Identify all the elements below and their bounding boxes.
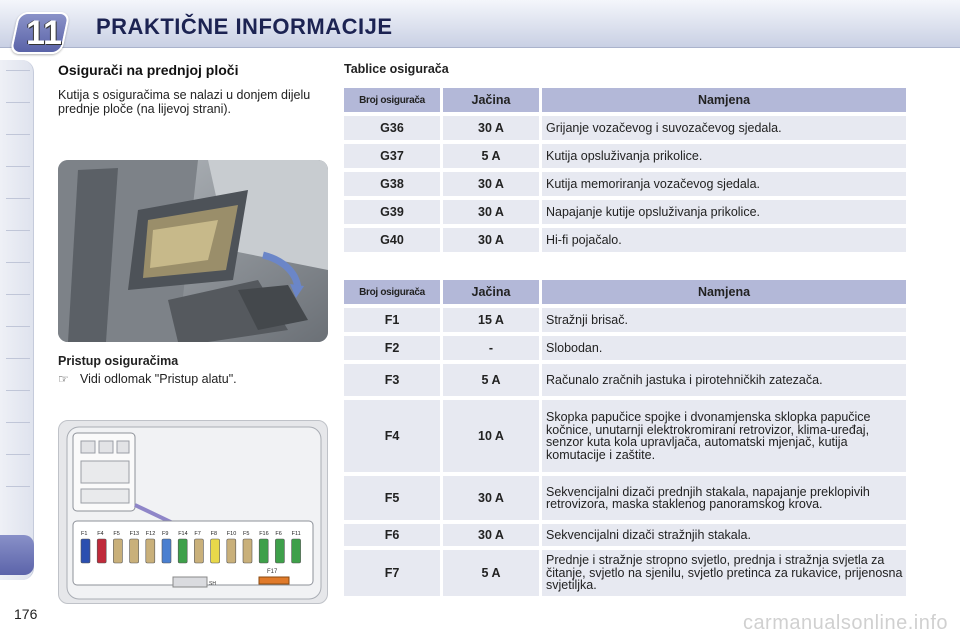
rail-divider xyxy=(6,166,30,167)
table-row xyxy=(344,228,906,252)
rail-divider xyxy=(6,422,30,423)
fuse-label: F8 xyxy=(210,531,218,537)
box-label: SH xyxy=(209,581,216,587)
dashboard-illustration xyxy=(58,160,328,342)
fuse-slot xyxy=(130,539,139,563)
fuse-rating: 5 A xyxy=(443,550,539,596)
fuse-slot xyxy=(275,539,284,563)
fuse-label: F11 xyxy=(291,531,301,537)
fuse-rating: 30 A xyxy=(443,200,539,224)
fuse-purpose: Prednje i stražnje stropno svjetlo, prednja i stražnja svjetla za čitanje, svjetlo na sjenilu, svjetlo pretinca za rukavice, prijenosna svjetiljka. xyxy=(542,550,906,596)
fuse-rating: 30 A xyxy=(443,172,539,196)
table-header-row xyxy=(344,88,906,112)
tables-title: Tablice osigurača xyxy=(344,62,449,76)
access-title: Pristup osiguračima xyxy=(58,354,179,368)
header-rating: Jačina xyxy=(443,280,539,304)
fuse-slot xyxy=(146,539,155,563)
header-fuse: Broj osigurača xyxy=(344,280,440,304)
chapter-tab-rail xyxy=(0,60,34,580)
access-instruction-text: Vidi odlomak "Pristup alatu". xyxy=(80,372,237,386)
table-row xyxy=(344,308,906,332)
header-purpose: Namjena xyxy=(542,88,906,112)
fuse-slot xyxy=(113,539,122,563)
fuse-label: F9 xyxy=(162,531,169,537)
fuse-rating: 30 A xyxy=(443,228,539,252)
table-row xyxy=(344,550,906,596)
fuse-label: F1 xyxy=(81,531,88,537)
fuse-rating: 5 A xyxy=(443,364,539,396)
fuse-rating: 30 A xyxy=(443,524,539,546)
rail-divider xyxy=(6,326,30,327)
header-fuse: Broj osigurača xyxy=(344,88,440,112)
rail-divider xyxy=(6,134,30,135)
fuse-label-f17: F17 xyxy=(267,569,278,575)
fuse-purpose: Računalo zračnih jastuka i pirotehničkih zatezača. xyxy=(542,364,906,396)
fuse-id: F1 xyxy=(344,308,440,332)
fuse-purpose: Stražnji brisač. xyxy=(542,308,906,332)
page-title: PRAKTIČNE INFORMACIJE xyxy=(96,14,393,39)
fuse-id: F2 xyxy=(344,336,440,360)
header-purpose: Namjena xyxy=(542,280,906,304)
fuse-label: F5 xyxy=(113,531,120,537)
fuse-slot xyxy=(162,539,171,563)
fuse-box-diagram xyxy=(58,420,328,604)
section-description: Kutija s osiguračima se nalazi u donjem dijelu prednje ploče (na lijevoj strani). xyxy=(58,88,311,116)
header-rating: Jačina xyxy=(443,88,539,112)
table-header-row xyxy=(344,280,906,304)
fuse-id: G38 xyxy=(344,172,440,196)
fuse-purpose: Slobodan. xyxy=(542,336,906,360)
fuse-slot xyxy=(227,539,236,563)
rail-divider xyxy=(6,230,30,231)
table-row xyxy=(344,116,906,140)
fuse-f17 xyxy=(259,577,289,584)
fuse-slot xyxy=(292,539,301,563)
fuse-label: F5 xyxy=(243,531,250,537)
pointing-hand-icon: ☞ xyxy=(58,372,69,386)
rail-divider xyxy=(6,454,30,455)
watermark: carmanualsonline.info xyxy=(742,612,948,634)
fuse-id: F6 xyxy=(344,524,440,546)
fuse-purpose: Skopka papučice spojke i dvonamjenska sklopka papučice kočnice, unutarnji elektrokromirani retrovizor, klima-uređaj, senzor kuta kola upravljača, automatski mjenjač, kutija komutacije i zaštite. xyxy=(542,400,906,472)
fuse-purpose: Sekvencijalni dizači stražnjih stakala. xyxy=(542,524,906,546)
fuse-purpose: Kutija memoriranja vozačevog sjedala. xyxy=(542,172,906,196)
fuse-purpose: Sekvencijalni dizači prednjih stakala, napajanje preklopivih retrovizora, maska staklenog panoramskog krova. xyxy=(542,476,906,520)
fuse-purpose: Grijanje vozačevog i suvozačevog sjedala. xyxy=(542,116,906,140)
fuse-rating: 5 A xyxy=(443,144,539,168)
rail-divider xyxy=(6,390,30,391)
table-row xyxy=(344,172,906,196)
table-row xyxy=(344,144,906,168)
fuse-box-location-photo xyxy=(58,160,328,342)
section-title: Osigurači na prednjoj ploči xyxy=(58,62,239,78)
fuse-rating: 10 A xyxy=(443,400,539,472)
fuse-id: F5 xyxy=(344,476,440,520)
fuse-label: F10 xyxy=(226,531,237,537)
fuse-slot xyxy=(178,539,187,563)
page-header xyxy=(0,0,960,52)
fuse-purpose: Hi-fi pojačalo. xyxy=(542,228,906,252)
fuse-rating: 15 A xyxy=(443,308,539,332)
fuse-label: F7 xyxy=(194,531,201,537)
fuse-id: G40 xyxy=(344,228,440,252)
table-row xyxy=(344,364,906,396)
fuse-rating: - xyxy=(443,336,539,360)
fuse-id: F4 xyxy=(344,400,440,472)
rail-divider xyxy=(6,102,30,103)
fuse-purpose: Kutija opsluživanja prikolice. xyxy=(542,144,906,168)
fuse-purpose: Napajanje kutije opsluživanja prikolice. xyxy=(542,200,906,224)
fuse-id: F7 xyxy=(344,550,440,596)
fuse-label: F14 xyxy=(178,531,188,537)
rail-divider xyxy=(6,294,30,295)
table-row xyxy=(344,524,906,546)
fuse-rating: 30 A xyxy=(443,116,539,140)
chapter-number: 11 xyxy=(26,14,62,52)
fuse-label: F12 xyxy=(145,531,156,537)
fuse-diagram-svg xyxy=(59,421,328,604)
active-chapter-tab[interactable] xyxy=(0,535,34,575)
rail-divider xyxy=(6,262,30,263)
rail-divider xyxy=(6,70,30,71)
fuse-id: F3 xyxy=(344,364,440,396)
fuse-slot xyxy=(81,539,90,563)
fuse-id: G39 xyxy=(344,200,440,224)
rail-divider xyxy=(6,358,30,359)
table-row xyxy=(344,336,906,360)
fuse-label: F13 xyxy=(129,531,140,537)
fuse-slot xyxy=(243,539,252,563)
fuse-slot xyxy=(259,539,268,563)
fuse-label: F16 xyxy=(259,531,269,537)
rail-divider xyxy=(6,486,30,487)
table-row xyxy=(344,476,906,520)
fuse-id: G37 xyxy=(344,144,440,168)
table-row xyxy=(344,200,906,224)
fuse-label: F6 xyxy=(275,531,282,537)
page-number: 176 xyxy=(14,606,38,622)
fuse-slot xyxy=(97,539,106,563)
table-row xyxy=(344,400,906,472)
fuse-slot xyxy=(211,539,220,563)
access-instruction xyxy=(58,372,237,386)
fuse-label: F4 xyxy=(97,531,104,537)
fuse-id: G36 xyxy=(344,116,440,140)
fuse-slot xyxy=(194,539,203,563)
fuse-rating: 30 A xyxy=(443,476,539,520)
rail-divider xyxy=(6,198,30,199)
